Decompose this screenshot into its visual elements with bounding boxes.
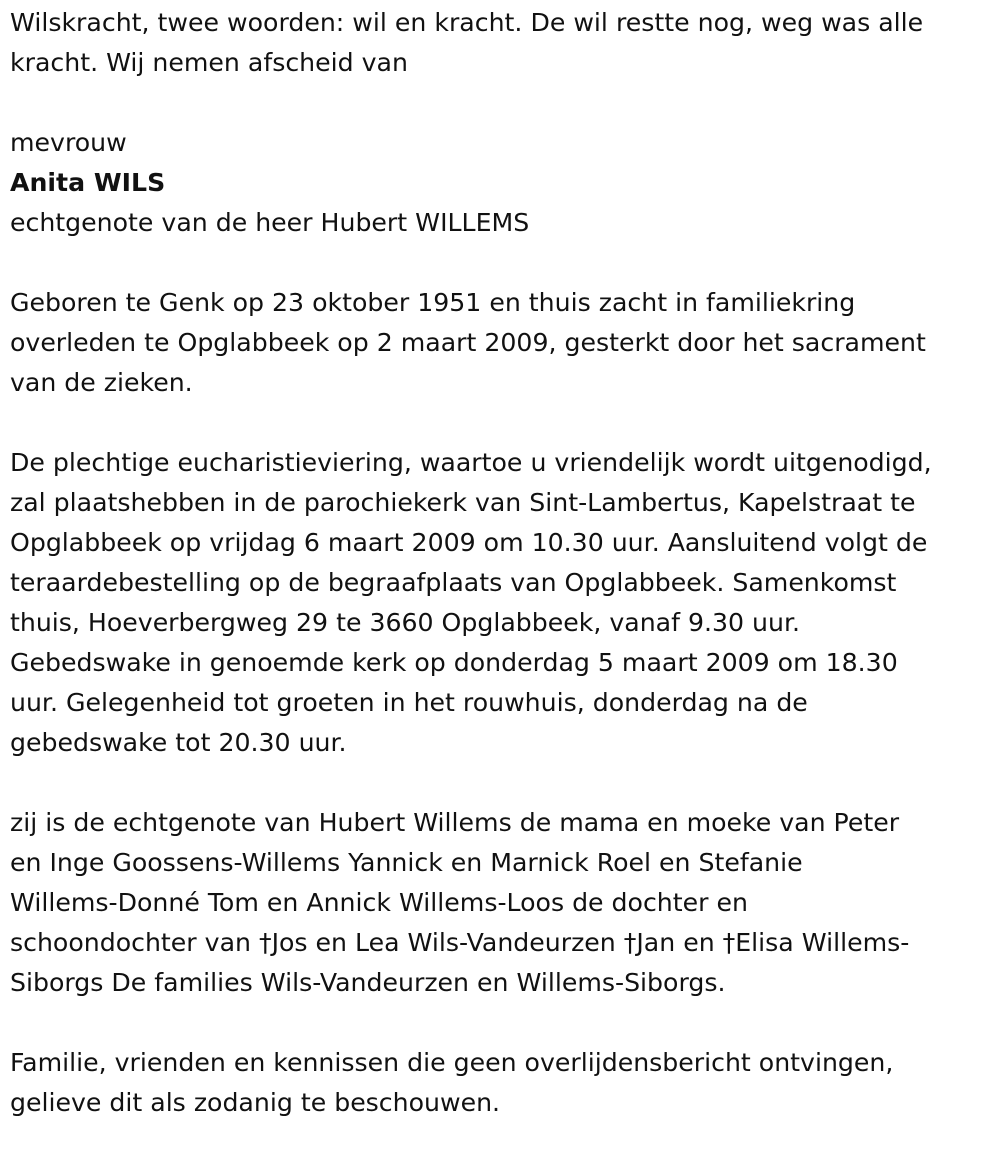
ceremony-paragraph: De plechtige eucharistieviering, waartoe u vriendelijk wordt uitgenodigd, zal plaatshebben in de parochiekerk van Sint-Lambertus, Kapelstraat te Opglabbeek op vrijdag 6 maart 2009 om 10.30 uur. Aansluitend volgt de teraardebestelling op de begraafplaats van Opglabbeek. Samenkomst thuis, Hoeverbergweg 29 te 3660 Opglabbeek, vanaf 9.30 uur. Gebedswake in genoemde kerk op donderdag 5 maart 2009 om 18.30 uur. Gelegenheid tot groeten in het rouwhuis, donderdag na de gebedswake tot 20.30 uur. [10,448,932,757]
spouse-line: echtgenote van de heer Hubert WILLEMS [10,208,530,237]
closing-paragraph: Familie, vrienden en kennissen die geen overlijdensbericht ontvingen, gelieve dit als zodanig te beschouwen. [10,1048,894,1117]
spacer [10,1003,995,1043]
spacer [10,83,995,123]
family-paragraph: zij is de echtgenote van Hubert Willems de mama en moeke van Peter en Inge Goossens-Willems Yannick en Marnick Roel en Stefanie Willems-Donné Tom en Annick Willems-Loos de dochter en schoondochter van †Jos en Lea Wils-Vandeurzen †Jan en †Elisa Willems- Siborgs De families Wils-Vandeurzen en Willems-Siborgs. [10,808,910,997]
spacer [10,243,995,283]
birth-death-paragraph: Geboren te Genk op 23 oktober 1951 en thuis zacht in familiekring overleden te Opglabbeek op 2 maart 2009, gesterkt door het sacrament van de zieken. [10,288,926,397]
intro-paragraph: Wilskracht, twee woorden: wil en kracht. De wil restte nog, weg was alle kracht. Wij nemen afscheid van [10,8,924,77]
deceased-name: Anita WILS [10,168,166,197]
spacer [10,763,995,803]
obituary-notice [10,3,995,1123]
spacer [10,403,995,443]
salutation: mevrouw [10,128,127,157]
